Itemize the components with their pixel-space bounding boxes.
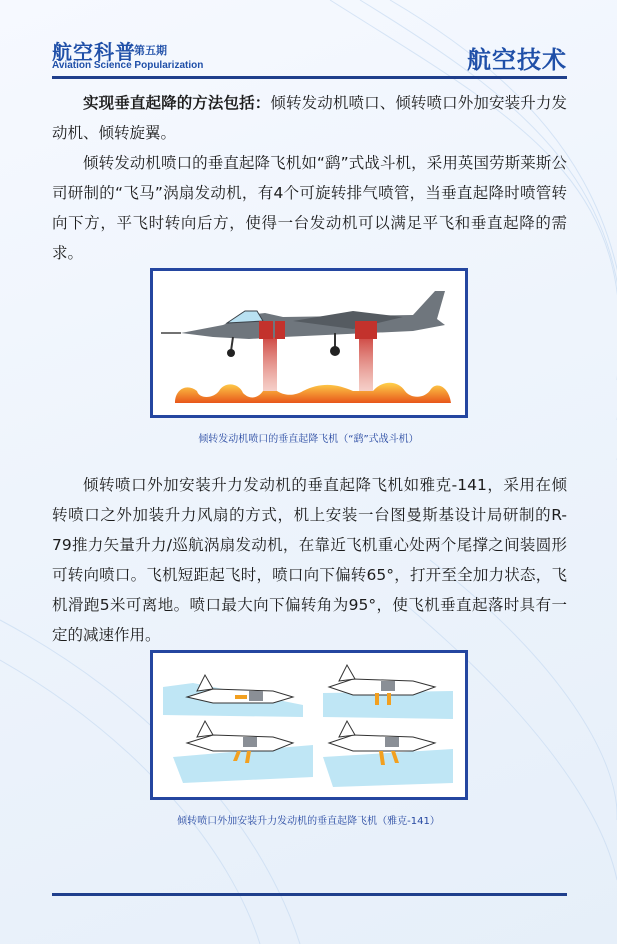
- front-wheel: [227, 349, 235, 357]
- rear-exhaust-plume: [359, 337, 373, 395]
- paragraph-lead: 实现垂直起降的方法包括：: [83, 94, 271, 112]
- yak-panel-takeoff: [163, 675, 303, 717]
- rear-nozzle: [355, 321, 367, 339]
- section-title: 航空技术: [467, 46, 567, 74]
- yak-panel-landing: [323, 721, 453, 787]
- page-header: [52, 36, 567, 76]
- paragraph-harrier: 倾转发动机喷口的垂直起降飞机如“鹞”式战斗机，采用英国劳斯莱斯公司研制的“飞马”涡扇发动机，有4个可旋转排气喷管，当垂直起降时喷管转向下方，平飞时转向后方，使得一台发动机可以满足平飞和垂直起降的需求。: [52, 154, 567, 262]
- rear-nozzle-2: [367, 321, 377, 339]
- figure-harrier-image: [150, 268, 468, 418]
- header-rule: [52, 76, 567, 79]
- magazine-title-en: Aviation Science Popularization: [52, 60, 204, 71]
- harrier-illustration: [153, 271, 465, 415]
- figure-yak141-image: [150, 650, 468, 800]
- cockpit-canopy: [227, 311, 263, 323]
- front-nozzle: [259, 321, 273, 339]
- yak-panel-short-takeoff: [173, 721, 313, 783]
- fuselage-silhouette: [181, 291, 445, 339]
- paragraph-yak141: 倾转喷口外加安装升力发动机的垂直起降飞机如雅克-141，采用在倾转喷口之外加装升力风扇的方式，机上安装一台图曼斯基设计局研制的R-79推力矢量升力/巡航涡扇发动机，在靠近飞机重心处两个尾撑之间装圆形可转向喷口。飞机短距起飞时，喷口向下偏转65°，打开至全加力状态，飞机滑跑5米可离地。喷口最大向下偏转角为95°，使飞机垂直起落时具有一定的减速作用。: [52, 476, 567, 644]
- figure-caption-yak141: 倾转喷口外加安装升力发动机的垂直起降飞机（雅克-141）: [177, 816, 440, 827]
- front-landing-gear: [231, 337, 233, 351]
- paragraph-text: 倾转发动机喷口、倾转喷口外加安装升力发动机、倾转旋翼。: [52, 94, 567, 142]
- front-exhaust-plume: [263, 337, 277, 395]
- front-nozzle-2: [275, 321, 285, 339]
- yak-panel-hover: [323, 665, 453, 719]
- main-wheel: [330, 346, 340, 356]
- yak141-illustration: [153, 653, 465, 797]
- footer-rule: [52, 893, 567, 896]
- figure-caption-harrier: 倾转发动机喷口的垂直起降飞机（“鹞”式战斗机）: [198, 434, 419, 445]
- issue-number: 第五期: [134, 44, 167, 57]
- ground-flame: [175, 383, 451, 403]
- paragraph-vtol-methods: [52, 88, 567, 148]
- magazine-title-cn: 航空科普: [52, 40, 136, 64]
